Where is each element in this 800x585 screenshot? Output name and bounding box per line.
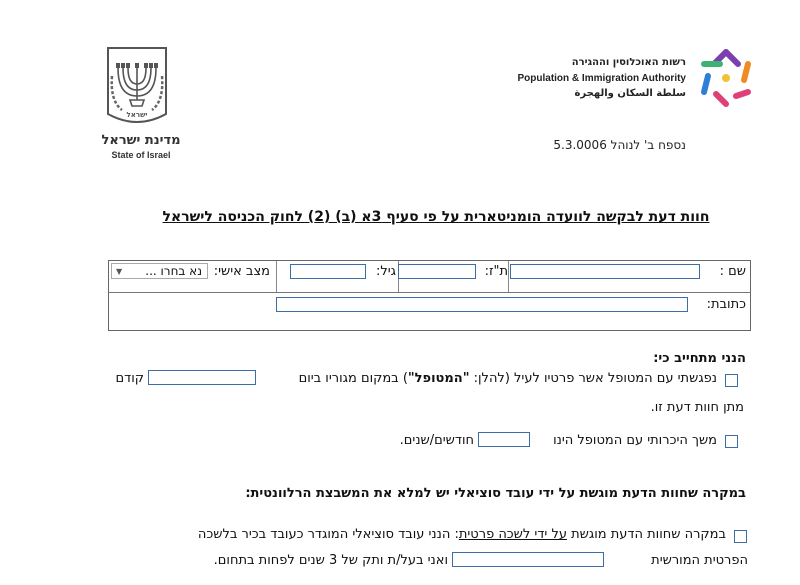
seniority-statement: ואני בעל/ת ותק של 3 שנים לפחות בתחום. (213, 553, 448, 568)
private-bureau-line2: הפרטית המורשית (651, 553, 748, 568)
emblem-text: ישראל (126, 111, 148, 119)
name-label: שם : (719, 264, 746, 279)
name-input[interactable] (510, 264, 700, 279)
age-input[interactable] (290, 264, 366, 279)
private-bureau-statement: במקרה שחוות הדעת מוגשת על ידי לשכה פרטית: הנני עובד סוציאלי המוגדר כעובד בכיר בלשכה (197, 527, 726, 542)
authority-name-hebrew: רשות האוכלוסין וההגירה (571, 57, 686, 68)
marital-status-label: מצב אישי: (213, 264, 270, 279)
address-input[interactable] (276, 297, 688, 312)
state-name-hebrew: מדינת ישראל (101, 133, 181, 148)
commitment-heading: הנני מתחייב כי: (653, 351, 746, 366)
table-divider (508, 261, 509, 292)
table-divider (276, 261, 277, 292)
acquaintance-unit: חודשים/שנים. (399, 433, 474, 448)
meeting-statement: נפגשתי עם המטופל אשר פרטיו לעיל (להלן: "המטופל") במקום מגוריו ביום (298, 371, 717, 386)
acquaintance-duration-input[interactable] (478, 432, 530, 447)
private-bureau-checkbox[interactable] (734, 530, 747, 543)
authority-name-english: Population & Immigration Authority (517, 73, 686, 84)
authority-name-arabic: سلطة السكان والهجرة (574, 88, 686, 99)
dropdown-arrow-icon[interactable]: ▼ (116, 267, 123, 276)
id-label: ת"ז: (484, 264, 508, 279)
meeting-checkbox[interactable] (725, 374, 738, 387)
authority-logo-icon (694, 46, 758, 110)
meeting-date-input[interactable] (148, 370, 256, 385)
address-label: כתובת: (706, 297, 746, 312)
marital-status-select[interactable]: נא בחרו ... (111, 263, 208, 279)
table-divider (108, 292, 751, 293)
acquaintance-checkbox[interactable] (725, 435, 738, 448)
social-worker-heading: במקרה שחוות הדעת מוגשת על ידי עובד סוציאלי יש למלא את המשבצת הרלוונטית: (245, 486, 746, 501)
acquaintance-statement: משך היכרותי עם המטופל הינו (553, 433, 717, 448)
appendix-reference: נספח ב' לנוהל 5.3.0006 (553, 138, 686, 152)
id-input[interactable] (398, 264, 476, 279)
state-emblem (104, 46, 170, 128)
meeting-statement-line2: מתן חוות דעת זו. (650, 400, 744, 415)
meeting-statement-continued: קודם (115, 371, 144, 386)
state-name-english: State of Israel (111, 150, 171, 160)
age-label: גיל: (375, 264, 396, 279)
document-title: חוות דעת לבקשה לוועדה הומניטארית על פי סעיף 3א (ב) (2) לחוק הכניסה לישראל (162, 209, 710, 225)
bureau-name-input[interactable] (452, 552, 604, 567)
